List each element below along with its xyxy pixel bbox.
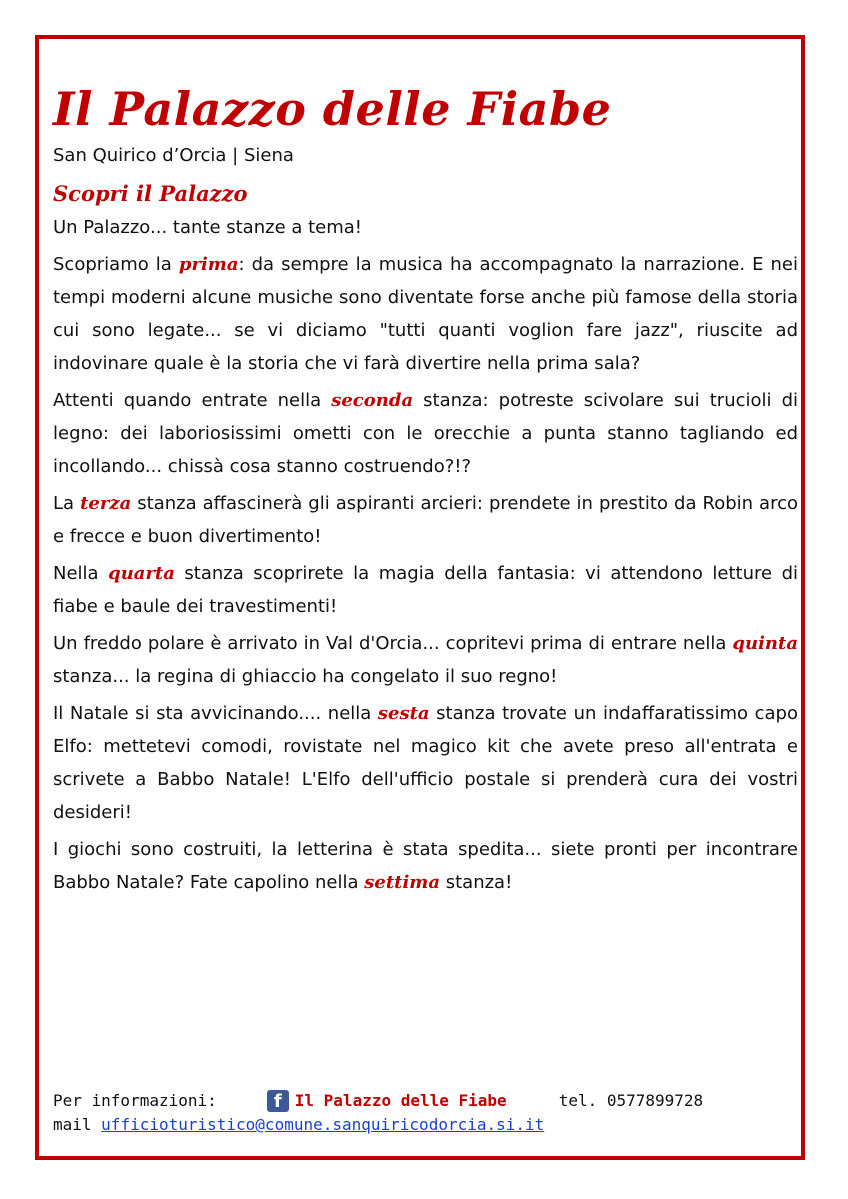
- room-3-highlight: terza: [80, 493, 132, 514]
- room-7-paragraph: I giochi sono costruiti, la letterina è stata spedita... siete pronti per incontrare Babbo Natale? Fate capolino nella settima stanza!: [53, 839, 798, 893]
- section-heading: Scopri il Palazzo: [53, 181, 248, 206]
- room-2-highlight: seconda: [331, 390, 414, 411]
- info-label: Per informazioni:: [53, 1091, 217, 1110]
- room-3-paragraph: La terza stanza affascinerà gli aspiranti arcieri: prendete in prestito da Robin arco e frecce e buon divertimento!: [53, 493, 799, 547]
- page-title: Il Palazzo delle Fiabe: [53, 82, 612, 136]
- location-subtitle: San Quirico d’Orcia | Siena: [53, 145, 294, 166]
- room-5-highlight: quinta: [732, 633, 798, 654]
- telephone-number: tel. 0577899728: [558, 1091, 704, 1110]
- room-1-highlight: prima: [178, 254, 239, 275]
- facebook-icon[interactable]: f: [267, 1090, 289, 1112]
- intro-text: Un Palazzo... tante stanze a tema!: [53, 217, 363, 238]
- room-6-paragraph: Il Natale si sta avvicinando.... nella sesta stanza trovate un indaffaratissimo capo Elfo: mettetevi comodi, rovistate nel magico kit che avete preso all'entrata e scrivete a Babbo Natale! L'Elfo dell'ufficio postale si prenderà cura dei vostri desideri!: [53, 703, 798, 823]
- room-5-paragraph: Un freddo polare è arrivato in Val d'Orcia... copritevi prima di entrare nella quinta stanza... la regina di ghiaccio ha congelato il suo regno!: [53, 633, 798, 687]
- main-content: [53, 79, 798, 903]
- room-1-paragraph: Scopriamo la prima: da sempre la musica ha accompagnato la narrazione. E nei tempi moderni alcune musiche sono diventate forse anche più famose della storia cui sono legate... se vi diciamo "tutti quanti voglion fare jazz", riuscite ad indovinare quale è la storia che vi farà divertire nella prima sala?: [53, 254, 798, 374]
- room-2-paragraph: Attenti quando entrate nella seconda stanza: potreste scivolare sui trucioli di legno: dei laboriosissimi ometti con le orecchie a punta stanno tagliando ed incollando... chissà cosa stanno costruendo?!?: [53, 390, 798, 477]
- room-6-highlight: sesta: [377, 703, 430, 724]
- email-link[interactable]: ufficioturistico@comune.sanquiricodorcia.si.it: [101, 1115, 545, 1134]
- footer-info-row: [53, 1089, 798, 1113]
- footer-mail-row: [53, 1113, 798, 1137]
- mail-label: mail: [53, 1115, 102, 1134]
- room-4-highlight: quarta: [108, 563, 175, 584]
- contact-footer: [53, 1089, 798, 1137]
- facebook-page-link[interactable]: Il Palazzo delle Fiabe: [294, 1091, 507, 1110]
- room-4-paragraph: Nella quarta stanza scoprirete la magia della fantasia: vi attendono letture di fiabe e baule dei travestimenti!: [53, 563, 799, 617]
- room-7-highlight: settima: [364, 872, 440, 893]
- page-frame: [35, 35, 805, 1160]
